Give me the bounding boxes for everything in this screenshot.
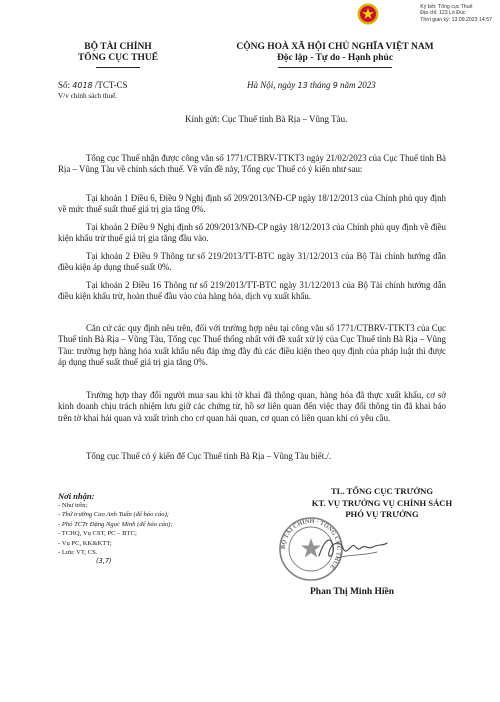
- paragraph-text: Tại khoản 1 Điều 6, Điều 9 Nghị định số 209/2013/NĐ-CP ngày 18/12/2013 của Chính phủ quy định về mức thuế suất thuế giá trị gia tăng 0%.: [58, 193, 446, 215]
- paragraph-6: [58, 323, 446, 369]
- paragraph-text: Trường hợp thay đổi người mua sau khi tờ khai đã thông quan, hàng hóa đã thực xuất khẩu, cơ sở kinh doanh chịu trách nhiệm lưu giữ các chứng từ, hồ sơ liên quan đến việc thay đổi thông tin đã khai báo trên tờ khai hải quan và xuất trình cho cơ quan hải quan, cơ quan có liên quan khi có yêu cầu.: [58, 390, 446, 423]
- paragraph-text: Tổng cục Thuế có ý kiến để Cục Thuế tỉnh Bà Rịa – Vũng Tàu biết./.: [86, 451, 332, 461]
- paragraph-1: [58, 153, 446, 176]
- paragraph-2: [58, 193, 446, 216]
- recipients-title: Nơi nhận:: [58, 491, 95, 501]
- signatory-line-1: TL. TỔNG CỤC TRƯỞNG: [330, 486, 434, 496]
- signatory-line-2: KT. VỤ TRƯỞNG VỤ CHÍNH SÁCH: [311, 497, 453, 508]
- doc-no-suffix: /TCT-CS: [94, 80, 128, 90]
- national-header: [205, 42, 465, 64]
- signature-signer: Ký bởi: Tổng cục Thuế: [420, 4, 473, 10]
- date-prefix: Hà Nội, ngày: [247, 80, 296, 90]
- signer-name: Phan Thị Minh Hiền: [310, 587, 395, 597]
- document-number: [58, 80, 128, 90]
- paragraph-text: Căn cứ các quy định nêu trên, đối với trường hợp nêu tại công văn số 1771/CTBRV-TTKT3 của Cục Thuế tỉnh Bà Rịa – Vũng Tàu, Tổng cục Thuế thống nhất với đề xuất xử lý của Cục Thuế tỉnh Bà Rịa – Vũng Tàu: trường hợp hàng hóa xuất khẩu nếu đáp ứng đầy đủ các điều kiện theo quy định của pháp luật thì được áp dụng thuế suất thuế giá trị gia tăng 0%.: [58, 323, 446, 368]
- recipient-item: - TCHQ, Vụ CST, PC – BTC;: [58, 530, 137, 538]
- header-right-rule: [278, 67, 392, 68]
- digital-signature-info: [420, 4, 492, 23]
- signature-address: Địa chỉ: 123 Lò Đúc: [420, 10, 466, 17]
- ministry-name: BỘ TÀI CHÍNH: [84, 42, 152, 52]
- paragraph-text: Tại khoản 2 Điều 9 Nghị định số 209/2013/NĐ-CP ngày 18/12/2013 của Chính phủ quy định về điều kiện khấu trừ thuế giá trị gia tăng đầu vào.: [58, 222, 446, 244]
- recipient-item: - Thứ trưởng Cao Anh Tuấn (để báo cáo);: [58, 511, 169, 519]
- department-name: TỔNG CỤC THUẾ: [77, 53, 159, 63]
- date-mid: tháng: [309, 80, 331, 90]
- paragraph-8: [58, 451, 446, 462]
- date-day: 13: [297, 81, 308, 90]
- recipients-list: [58, 501, 173, 567]
- doc-no-handwritten: 4018: [72, 81, 93, 90]
- handwritten-note: (3,7): [96, 557, 112, 566]
- header-left-rule: [96, 67, 140, 68]
- handwritten-signature: [315, 532, 390, 566]
- issue-date: [247, 80, 376, 90]
- paragraph-text: Tại khoản 2 Điều 9 Thông tư số 219/2013/TT-BTC ngày 31/12/2013 của Bộ Tài chính hướng dẫn điều kiện áp dụng thuế suất 0%.: [58, 251, 446, 273]
- signature-time: Thời gian ký: 13.09.2023 14:57: [420, 16, 492, 23]
- doc-no-label: Số:: [58, 80, 71, 90]
- date-year: năm 2023: [340, 80, 376, 90]
- date-month: 9: [332, 81, 338, 90]
- issuer-header: [58, 42, 178, 64]
- recipient-item: - Vụ PC, KK&KTT;: [58, 539, 112, 547]
- paragraph-3: [58, 222, 446, 245]
- national-motto: Độc lập - Tự do - Hạnh phúc: [276, 53, 394, 63]
- nation-title: CỘNG HOÀ XÃ HỘI CHỦ NGHĨA VIỆT NAM: [236, 42, 434, 52]
- recipient-item: - Lưu: VT, CS.: [58, 549, 98, 557]
- signatory-line-3: PHÓ VỤ TRƯỞNG: [345, 509, 419, 520]
- stamp-ring-text: BỘ TÀI CHÍNH · TỔNG CỤC THUẾ: [279, 517, 343, 571]
- national-emblem-icon: [357, 3, 379, 25]
- paragraph-5: [58, 280, 446, 303]
- paragraph-text: Tổng cục Thuế nhận được công văn số 1771/CTBRV-TTKT3 ngày 21/02/2023 của Cục Thuế tỉnh Bà Rịa – Vũng Tàu về chính sách thuế. Về vấn đề này, Tổng cục Thuế có ý kiến như sau:: [58, 153, 446, 175]
- document-subject: V/v chính sách thuế.: [58, 92, 118, 100]
- recipient-item: - Như trên;: [58, 502, 88, 509]
- paragraph-7: [58, 390, 446, 424]
- paragraph-text: Tại khoản 2 Điều 16 Thông tư số 219/2013/TT-BTC ngày 31/12/2013 của Bộ Tài chính hướng dẫn điều kiện khấu trừ, hoàn thuế đầu vào của hàng hóa, dịch vụ xuất khẩu.: [58, 280, 446, 302]
- recipient-item: - Phó TCTr Đặng Ngọc Minh (để báo cáo);: [58, 520, 173, 528]
- paragraph-4: [58, 251, 446, 274]
- recipient-line: Kính gửi: Cục Thuế tỉnh Bà Rịa – Vũng Tàu.: [185, 114, 348, 124]
